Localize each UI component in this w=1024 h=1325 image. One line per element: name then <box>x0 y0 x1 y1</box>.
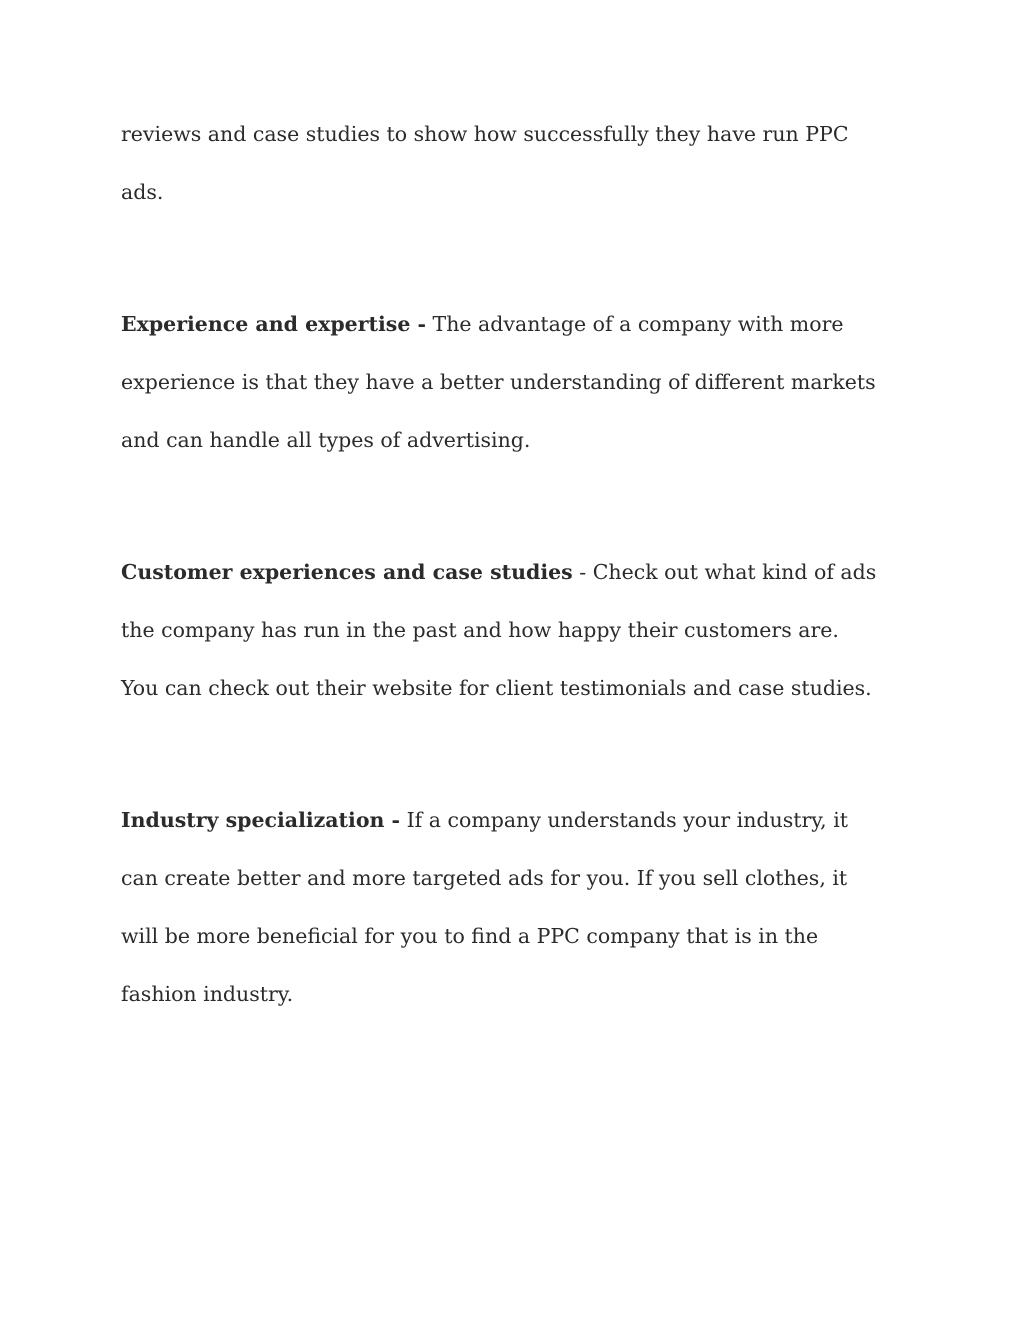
paragraph-text: If a company understands your industry, it can create better and more targeted ads for you. If you sell clothes, it will be more beneficial for you to find a PPC company that is in the fashion industry. <box>121 808 848 1006</box>
paragraph-text: The advantage of a company with more experience is that they have a better understanding of different markets and can handle all types of advertising. <box>121 312 876 452</box>
paragraph-intro-continuation <box>121 105 881 221</box>
paragraph-customer-experiences <box>121 543 881 717</box>
paragraph-text: reviews and case studies to show how successfully they have run PPC ads. <box>121 122 849 204</box>
paragraph-experience-expertise <box>121 295 881 469</box>
paragraph-text: Check out what kind of ads the company has run in the past and how happy their customers are. You can check out their website for client testimonials and case studies. <box>121 560 877 700</box>
paragraph-heading: Industry specialization - <box>121 808 401 832</box>
paragraph-heading: Experience and expertise - <box>121 312 427 336</box>
document-body <box>121 105 881 1023</box>
paragraph-industry-specialization <box>121 791 881 1023</box>
paragraph-separator: - <box>572 560 593 584</box>
paragraph-heading: Customer experiences and case studies <box>121 560 573 584</box>
